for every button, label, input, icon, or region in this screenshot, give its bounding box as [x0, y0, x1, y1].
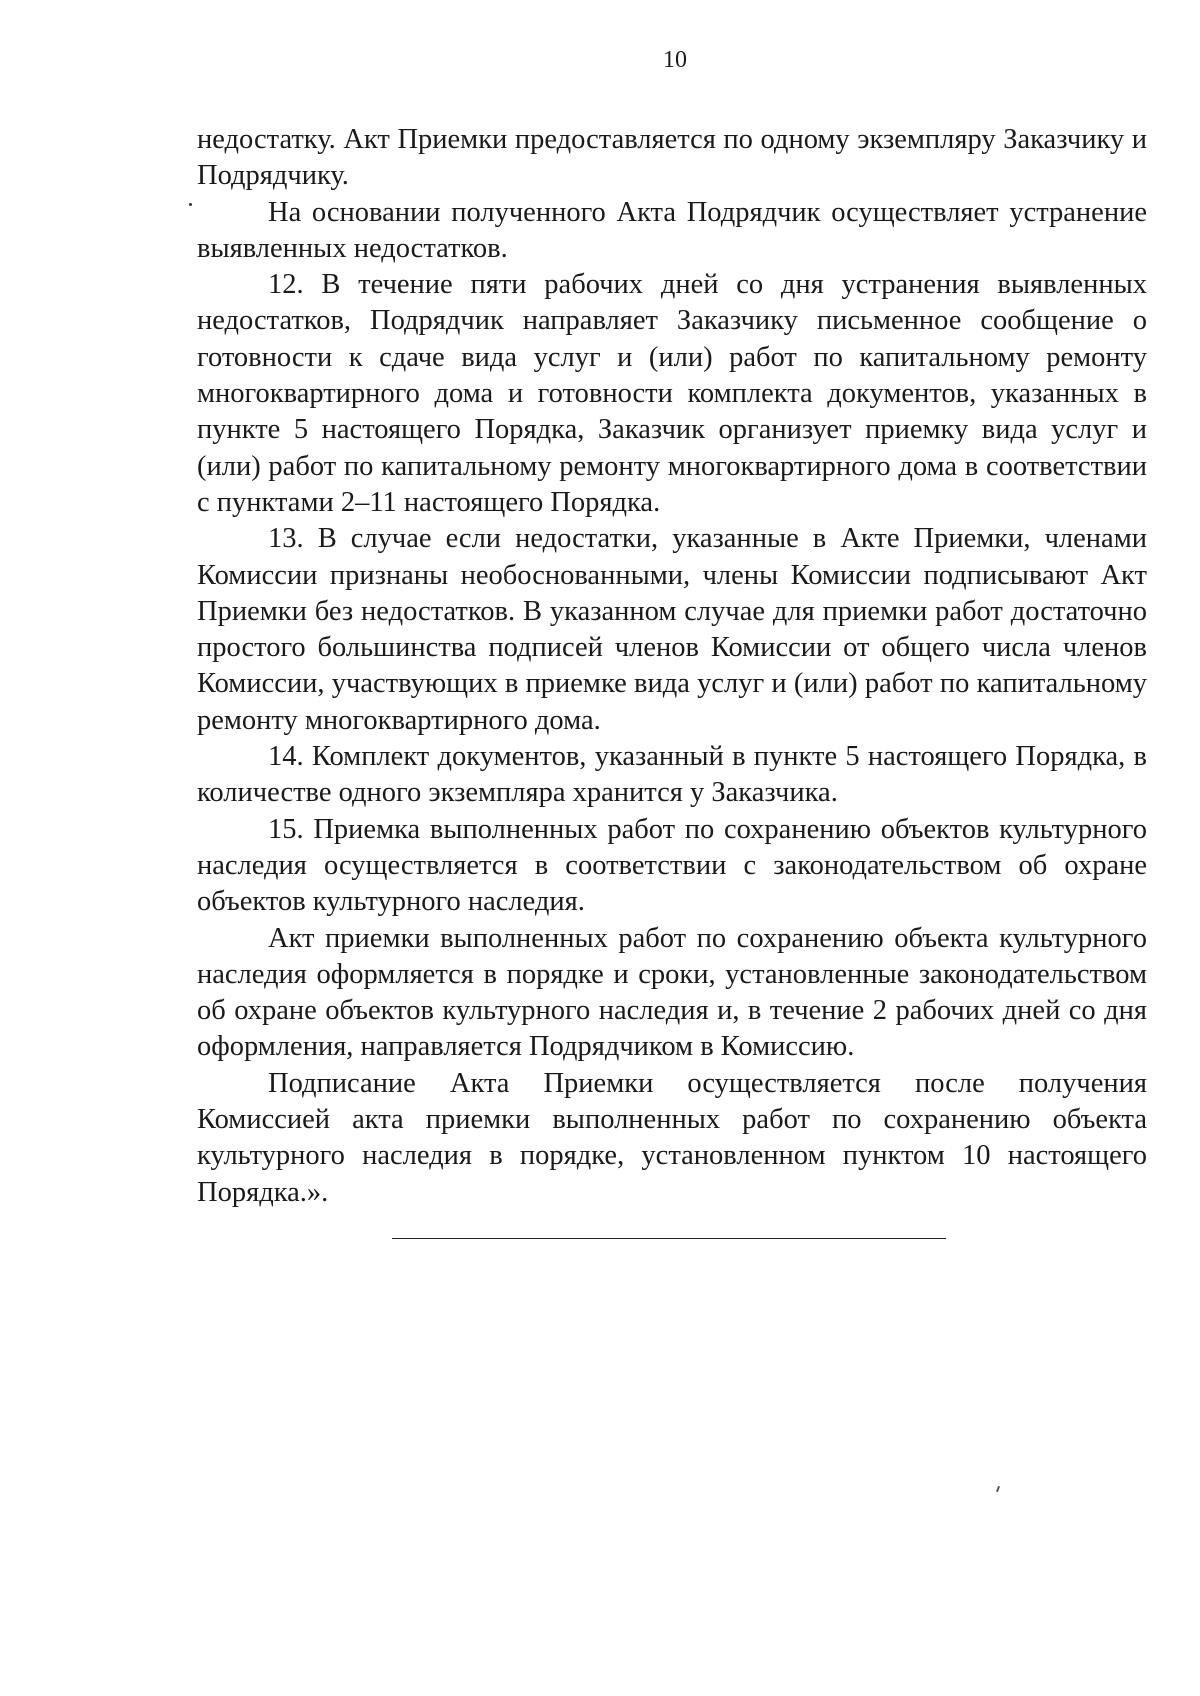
paragraph-signing: Подписание Акта Приемки осуществляется после получения Комиссией акта приемки выполненных работ по сохранению объекта культурного наследия в порядке, установленном пунктом 10 настоящего Порядка.».	[197, 1067, 1147, 1208]
paragraph-item-13: 13. В случае если недостатки, указанные в Акте Приемки, членами Комиссии признаны необоснованными, члены Комиссии подписывают Акт Приемки без недостатков. В указанном случае для приемки работ достаточно простого большинства подписей членов Комиссии от общего числа членов Комиссии, участвующих в приемке вида услуг и (или) работ по капитальному ремонту многоквартирного дома.	[197, 523, 1147, 736]
document-body	[197, 122, 1147, 1211]
paragraph-continuation: недостатку. Акт Приемки предоставляется по одному экземпляру Заказчику и Подрядчику.	[197, 124, 1147, 192]
paragraph-item-14: 14. Комплект документов, указанный в пункте 5 настоящего Порядка, в количестве одного экземпляра хранится у Заказчика.	[197, 741, 1147, 809]
paragraph-heritage-act: Акт приемки выполненных работ по сохранению объекта культурного наследия оформляется в порядке и сроки, установленные законодательством об охране объектов культурного наследия и, в течение 2 рабочих дней со дня оформления, направляется Подрядчиком в Комиссию.	[197, 922, 1147, 1063]
scan-artifact-dot	[189, 203, 192, 206]
paragraph-item-12: 12. В течение пяти рабочих дней со дня устранения выявленных недостатков, Подрядчик направляет Заказчику письменное сообщение о готовности к сдаче вида услуг и (или) работ по капитальному ремонту многоквартирного дома и готовности комплекта документов, указанных в пункте 5 настоящего Порядка, Заказчик организует приемку вида услуг и (или) работ по капитальному ремонту многоквартирного дома в соответствии с пунктами 2–11 настоящего Порядка.	[197, 269, 1147, 518]
end-of-document-rule	[392, 1238, 946, 1239]
scan-artifact-mark	[996, 1486, 1000, 1492]
page-number: 10	[663, 47, 687, 73]
paragraph-item-15: 15. Приемка выполненных работ по сохранению объектов культурного наследия осуществляется в соответствии с законодательством об охране объектов культурного наследия.	[197, 813, 1147, 918]
paragraph-elimination: На основании полученного Акта Подрядчик осуществляет устранение выявленных недостатков.	[197, 196, 1147, 264]
